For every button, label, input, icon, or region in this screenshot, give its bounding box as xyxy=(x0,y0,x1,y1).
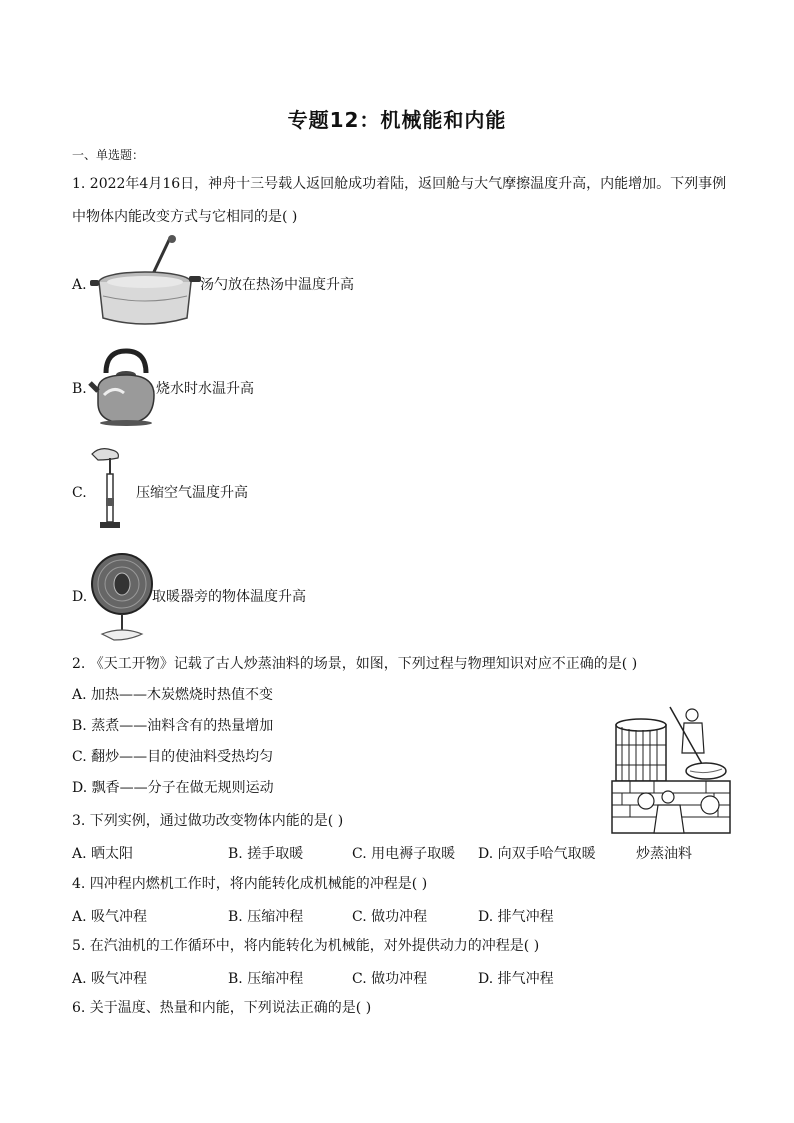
q5-stem: 5. 在汽油机的工作循环中，将内能转化为机械能，对外提供动力的冲程是( ) xyxy=(72,938,540,954)
q6-stem: 6. 关于温度、热量和内能，下列说法正确的是( ) xyxy=(72,1000,372,1016)
q3-options xyxy=(0,843,794,863)
soup-pot-icon xyxy=(90,236,200,328)
q1-option-b-letter[interactable]: B. xyxy=(72,381,87,397)
kettle-icon xyxy=(90,345,156,427)
q4-options xyxy=(0,906,794,926)
q2-option-d[interactable]: D. 飘香——分子在做无规则运动 xyxy=(72,780,274,796)
q5-option-b[interactable]: B. 压缩冲程 xyxy=(228,971,304,987)
q1-option-d-text: 取暖器旁的物体温度升高 xyxy=(152,589,306,605)
q5-option-c[interactable]: C. 做功冲程 xyxy=(352,971,428,987)
q2-figure-caption: 炒蒸油料 xyxy=(636,846,692,862)
q2-stem: 2. 《天工开物》记载了古人炒蒸油料的场景，如图，下列过程与物理知识对应不正确的是( ) xyxy=(72,656,638,672)
q1-option-c-text: 压缩空气温度升高 xyxy=(136,485,248,501)
q4-option-c[interactable]: C. 做功冲程 xyxy=(352,909,428,925)
q4-option-b[interactable]: B. 压缩冲程 xyxy=(228,909,304,925)
q2-option-a[interactable]: A. 加热——木炭燃烧时热值不变 xyxy=(72,687,274,703)
q3-stem: 3. 下列实例，通过做功改变物体内能的是( ) xyxy=(72,813,344,829)
oil-frying-scene-illustration xyxy=(610,705,738,843)
q3-option-a[interactable]: A. 晒太阳 xyxy=(72,846,134,862)
q1-option-a-text: 汤勺放在热汤中温度升高 xyxy=(200,277,354,293)
q1-option-b-text: 烧水时水温升高 xyxy=(156,381,254,397)
q4-option-d[interactable]: D. 排气冲程 xyxy=(478,909,554,925)
q3-option-c[interactable]: C. 用电褥子取暖 xyxy=(352,846,456,862)
q4-stem: 4. 四冲程内燃机工作时，将内能转化成机械能的冲程是( ) xyxy=(72,876,428,892)
page-title: 专题12：机械能和内能 xyxy=(287,108,507,132)
q1-option-a-letter[interactable]: A. xyxy=(72,277,87,293)
q3-option-d[interactable]: D. 向双手哈气取暖 xyxy=(478,846,596,862)
q1-option-c-letter[interactable]: C. xyxy=(72,485,87,501)
section-heading: 一、单选题： xyxy=(72,148,145,162)
q5-option-d[interactable]: D. 排气冲程 xyxy=(478,971,554,987)
q3-option-b[interactable]: B. 搓手取暖 xyxy=(228,846,304,862)
q2-option-b[interactable]: B. 蒸煮——油料含有的热量增加 xyxy=(72,718,274,734)
q5-option-a[interactable]: A. 吸气冲程 xyxy=(72,971,148,987)
q1-stem-line2: 中物体内能改变方式与它相同的是( ) xyxy=(72,209,298,225)
q4-option-a[interactable]: A. 吸气冲程 xyxy=(72,909,148,925)
air-pump-icon xyxy=(90,444,130,536)
heater-icon xyxy=(90,550,154,642)
q5-options xyxy=(0,968,794,988)
q1-stem-line1: 1. 2022年4月16日，神舟十三号载人返回舱成功着陆，返回舱与大气摩擦温度升高，内能增加。下列事例 xyxy=(72,176,727,192)
q1-option-d-letter[interactable]: D. xyxy=(72,589,88,605)
q2-option-c[interactable]: C. 翻炒——目的使油料受热均匀 xyxy=(72,749,274,765)
